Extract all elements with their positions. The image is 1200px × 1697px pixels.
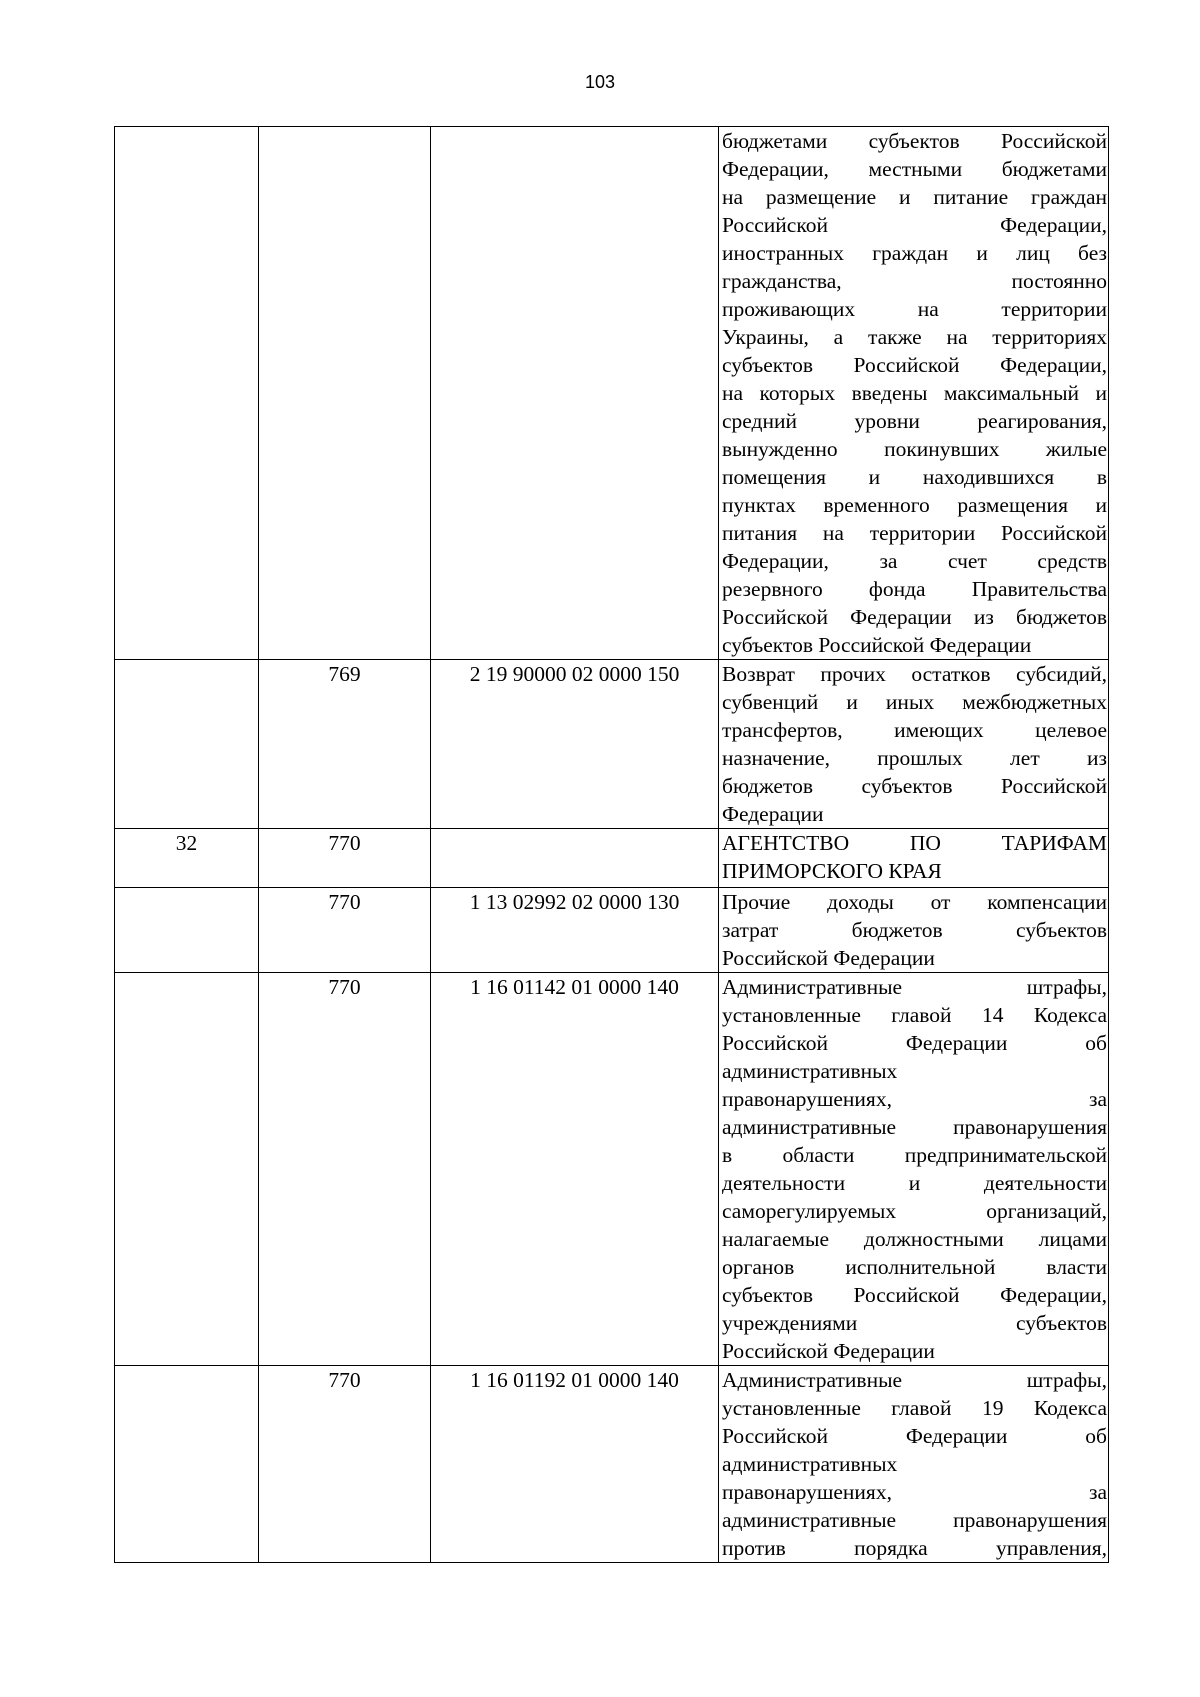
description-line: налагаемые должностными лицами — [722, 1227, 1107, 1251]
description-line: правонарушениях, за — [722, 1087, 1107, 1111]
description-line: административных — [722, 1059, 898, 1083]
description-line: помещения и находившихся в — [722, 465, 1107, 489]
income-code-cell: 1 16 01192 01 0000 140 — [431, 1366, 719, 1563]
table-row — [115, 973, 1109, 1366]
income-code-cell: 1 16 01142 01 0000 140 — [431, 973, 719, 1366]
description-line: пунктах временного размещения и — [722, 493, 1107, 517]
table-row — [115, 829, 1109, 888]
description-line: Федерации, за счет средств — [722, 549, 1107, 573]
description-line: Российской Федерации из бюджетов — [722, 605, 1107, 629]
income-code-cell: 2 19 90000 02 0000 150 — [431, 660, 719, 829]
description-cell — [719, 660, 1109, 829]
description-line: питания на территории Российской — [722, 521, 1107, 545]
row-number-cell — [115, 973, 259, 1366]
admin-code-cell: 770 — [259, 829, 431, 888]
table-row — [115, 1366, 1109, 1563]
description-line: бюджетами субъектов Российской — [722, 129, 1107, 153]
description-line: ПРИМОРСКОГО КРАЯ — [722, 859, 942, 883]
description-cell — [719, 829, 1109, 888]
description-line: Административные штрафы, — [722, 975, 1107, 999]
description-line: Административные штрафы, — [722, 1368, 1107, 1392]
description-line: правонарушениях, за — [722, 1480, 1107, 1504]
table-row — [115, 127, 1109, 660]
description-line: Российской Федерации — [722, 1339, 935, 1363]
description-line: проживающих на территории — [722, 297, 1107, 321]
row-number-cell — [115, 127, 259, 660]
description-line: установленные главой 19 Кодекса — [722, 1396, 1107, 1420]
admin-code-cell: 770 — [259, 888, 431, 973]
description-line: деятельности и деятельности — [722, 1171, 1107, 1195]
description-line: Федерации — [722, 802, 824, 826]
description-line: вынужденно покинувших жилые — [722, 437, 1107, 461]
page-number: 103 — [584, 72, 616, 92]
description-cell — [719, 1366, 1109, 1563]
description-line: субъектов Российской Федерации, — [722, 1283, 1107, 1307]
description-line: трансфертов, имеющих целевое — [722, 718, 1107, 742]
description-line: Российской Федерации — [722, 946, 935, 970]
description-cell — [719, 973, 1109, 1366]
row-number-cell — [115, 1366, 259, 1563]
description-line: средний уровни реагирования, — [722, 409, 1107, 433]
description-line: гражданства, постоянно — [722, 269, 1107, 293]
description-line: органов исполнительной власти — [722, 1255, 1107, 1279]
description-line: на размещение и питание граждан — [722, 185, 1107, 209]
row-number-cell — [115, 660, 259, 829]
admin-code-cell: 769 — [259, 660, 431, 829]
description-line: резервного фонда Правительства — [722, 577, 1107, 601]
description-line: АГЕНТСТВО ПО ТАРИФАМ — [722, 831, 1107, 855]
budget-income-table — [114, 126, 1109, 1563]
description-line: субъектов Российской Федерации, — [722, 353, 1107, 377]
description-line: административные правонарушения — [722, 1508, 1107, 1532]
table-row — [115, 888, 1109, 973]
description-line: бюджетов субъектов Российской — [722, 774, 1107, 798]
description-line: саморегулируемых организаций, — [722, 1199, 1107, 1223]
description-line: назначение, прошлых лет из — [722, 746, 1107, 770]
description-line: установленные главой 14 Кодекса — [722, 1003, 1107, 1027]
description-line: иностранных граждан и лиц без — [722, 241, 1107, 265]
income-code-cell: 1 13 02992 02 0000 130 — [431, 888, 719, 973]
description-line: Российской Федерации об — [722, 1031, 1107, 1055]
description-line: административных — [722, 1452, 898, 1476]
admin-code-cell — [259, 127, 431, 660]
description-line: Федерации, местными бюджетами — [722, 157, 1107, 181]
description-line: против порядка управления, — [722, 1536, 1107, 1560]
income-code-cell — [431, 127, 719, 660]
table-row — [115, 660, 1109, 829]
description-line: Возврат прочих остатков субсидий, — [722, 662, 1107, 686]
description-line: в области предпринимательской — [722, 1143, 1107, 1167]
description-cell — [719, 888, 1109, 973]
row-number-cell: 32 — [115, 829, 259, 888]
row-number-cell — [115, 888, 259, 973]
description-line: Российской Федерации, — [722, 213, 1107, 237]
admin-code-cell: 770 — [259, 1366, 431, 1563]
description-line: на которых введены максимальный и — [722, 381, 1107, 405]
description-line: Украины, а также на территориях — [722, 325, 1107, 349]
income-code-cell — [431, 829, 719, 888]
admin-code-cell: 770 — [259, 973, 431, 1366]
description-line: Российской Федерации об — [722, 1424, 1107, 1448]
description-line: субъектов Российской Федерации — [722, 633, 1032, 657]
description-cell — [719, 127, 1109, 660]
description-line: Прочие доходы от компенсации — [722, 890, 1107, 914]
description-line: субвенций и иных межбюджетных — [722, 690, 1107, 714]
description-line: затрат бюджетов субъектов — [722, 918, 1107, 942]
description-line: административные правонарушения — [722, 1115, 1107, 1139]
description-line: учреждениями субъектов — [722, 1311, 1107, 1335]
